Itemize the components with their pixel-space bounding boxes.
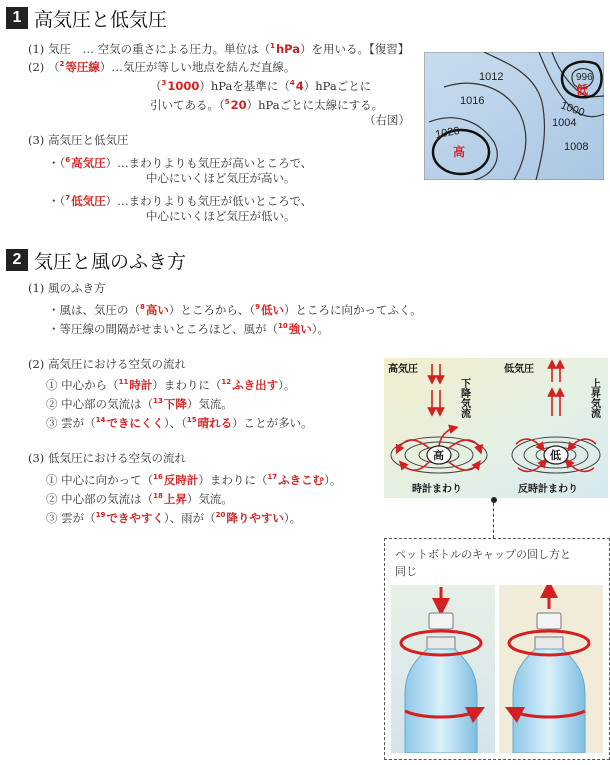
bottle-cap-box bbox=[384, 538, 610, 760]
figure-background bbox=[384, 358, 608, 498]
high-center-mark: 高 bbox=[433, 449, 444, 462]
text-line: 引いてある。（$^5$20）hPaごとに太線にする。 bbox=[150, 97, 384, 112]
descending-label: 下降気流 bbox=[458, 378, 470, 418]
text-line: ① 中心から（$^{11}$時計）まわりに（$^{12}$ふき出す）。 bbox=[46, 377, 296, 392]
section-title: 高気圧と低気圧 bbox=[34, 8, 168, 31]
box-caption: ペットボトルのキャップの回し方と bbox=[395, 548, 571, 561]
section-1-header bbox=[6, 5, 167, 31]
isobar-label: 1000 bbox=[558, 99, 587, 120]
low-pressure-mark: 低 bbox=[576, 83, 589, 97]
text-line: ③ 雲が（$^{19}$できやすく）、雨が（$^{20}$降りやすい）。 bbox=[46, 510, 302, 525]
text-line: (3) 低気圧における空気の流れ bbox=[28, 451, 186, 465]
text-line: 中心にいくほど気圧が高い。 bbox=[146, 171, 296, 185]
text-line: (2) 高気圧における空気の流れ bbox=[28, 357, 186, 371]
isobar-map bbox=[424, 52, 604, 180]
isobar-label: 1004 bbox=[552, 117, 577, 129]
section-number: 2 bbox=[6, 249, 28, 271]
box-caption: 同じ bbox=[395, 565, 417, 578]
clockwise-label: 時計まわり bbox=[412, 484, 462, 495]
text-line: ・（$^6$高気圧）…まわりよりも気圧が高いところで、 bbox=[48, 155, 313, 170]
low-label: 低気圧 bbox=[504, 364, 534, 375]
connector-line bbox=[493, 503, 494, 538]
section-2-header bbox=[6, 247, 186, 273]
text-line: ② 中心部の気流は（$^{18}$上昇）気流。 bbox=[46, 491, 233, 506]
text-line: （$^3$1000）hPaを基準に（$^4$4）hPaごとに bbox=[150, 78, 372, 93]
isobar-label: 1016 bbox=[460, 95, 485, 107]
isobar-label: 1012 bbox=[479, 71, 504, 83]
counterclockwise-label: 反時計まわり bbox=[518, 484, 578, 495]
bottle-illustration bbox=[391, 585, 603, 753]
isobar-label: 1020 bbox=[434, 124, 461, 141]
text-line: (1) 風のふき方 bbox=[28, 281, 106, 295]
isobar-label: 1008 bbox=[564, 141, 589, 153]
text-line: ② 中心部の気流は（$^{13}$下降）気流。 bbox=[46, 396, 233, 411]
text-line: ① 中心に向かって（$^{16}$反時計）まわりに（$^{17}$ふきこむ）。 bbox=[46, 472, 342, 487]
text-line: ③ 雲が（$^{14}$できにくく）、（$^{15}$晴れる）ことが多い。 bbox=[46, 415, 313, 430]
text-line: ・（$^7$低気圧）…まわりよりも気圧が低いところで、 bbox=[48, 193, 313, 208]
text-line: ・風は、気圧の（$^8$高い）ところから、（$^9$低い）ところに向かってふく。 bbox=[48, 302, 422, 317]
high-pressure-mark: 高 bbox=[453, 145, 466, 159]
text-line: ・等圧線の間隔がせまいところほど、風が（$^{10}$強い）。 bbox=[48, 321, 329, 336]
text-line: 中心にいくほど気圧が低い。 bbox=[146, 209, 296, 223]
text-line: (3) 高気圧と低気圧 bbox=[28, 133, 129, 147]
ascending-label: 上昇気流 bbox=[588, 378, 600, 418]
connector-dot bbox=[491, 497, 497, 503]
isobar-label: 996 bbox=[576, 72, 593, 83]
high-label: 高気圧 bbox=[388, 364, 418, 375]
section-number: 1 bbox=[6, 7, 28, 29]
wind-flow-figure bbox=[384, 358, 608, 498]
section-title: 気圧と風のふき方 bbox=[34, 250, 187, 273]
text-line: （右図） bbox=[364, 113, 410, 127]
text-line: (1) 気圧 … 空気の重さによる圧力。単位は（$^1$hPa）を用いる。【復習】 bbox=[28, 41, 410, 56]
text-line: (2) （$^2$等圧線）…気圧が等しい地点を結んだ直線。 bbox=[28, 59, 296, 74]
low-center-mark: 低 bbox=[550, 449, 561, 462]
